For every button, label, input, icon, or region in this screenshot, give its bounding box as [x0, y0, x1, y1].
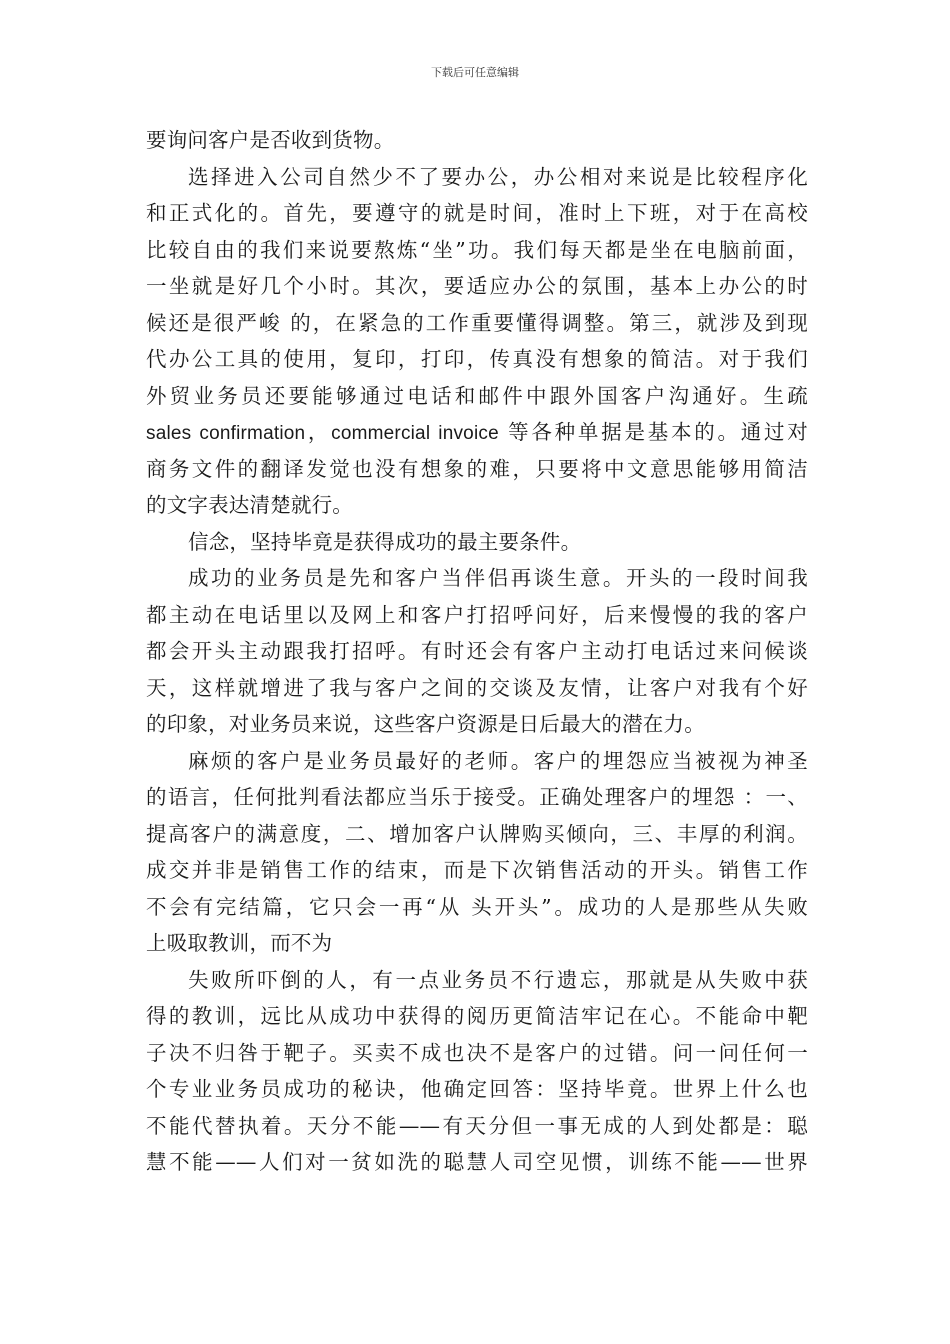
- text-line: 都会开头主动跟我打招呼。有时还会有客户主动打电话过来问候谈: [146, 639, 808, 663]
- text-line: 麻烦的客户是业务员最好的老师。客户的埋怨应当被视为神圣: [188, 748, 808, 773]
- text-line: 比较自由的我们来说要熬炼“坐”功。我们每天都是坐在电脑前面，: [146, 237, 808, 262]
- text-line: 一坐就是好几个小时。其次，要适应办公的氛围，基本上办公的时: [146, 274, 808, 298]
- text-line: 的印象，对业务员来说，这些客户资源是日后最大的潜在力。: [146, 712, 705, 736]
- text-line: 商务文件的翻译发觉也没有想象的难，只要将中文意思能够用简洁: [146, 456, 808, 481]
- text-line: 要询问客户是否收到货物。: [146, 128, 395, 152]
- text-line: 外贸业务员还要能够通过电话和邮件中跟外国客户沟通好。生疏: [146, 383, 808, 408]
- page-header: 下载后可任意编辑: [431, 66, 519, 79]
- text-line: 和正式化的。首先，要遵守的就是时间，准时上下班，对于在高校: [146, 201, 808, 225]
- text-line: 慧不能——人们对一贫如洗的聪慧人司空见惯，训练不能——世界: [146, 1150, 808, 1174]
- text-line: 得的教训，远比从成功中获得的阅历更简洁牢记在心。不能命中靶: [146, 1004, 808, 1028]
- text-line: 天，这样就增进了我与客户之间的交谈及友情，让客户对我有个好: [146, 675, 808, 700]
- latin-term: sales confirmation: [146, 423, 306, 444]
- punctuation: ，: [305, 420, 332, 444]
- text-line: 选择进入公司自然少不了要办公，办公相对来说是比较程序化: [188, 164, 808, 189]
- text-line: 的语言，任何批判看法都应当乐于接受。正确处理客户的埋怨 ：一、: [146, 785, 808, 809]
- text-line: 不能代替执着。天分不能——有天分但一事无成的人到处都是：聪: [146, 1113, 808, 1138]
- text-line: 失败所吓倒的人，有一点业务员不行遗忘，那就是从失败中获: [188, 967, 808, 992]
- document-body: [146, 122, 808, 1181]
- text-line: 子决不归咎于靶子。买卖不成也决不是客户的过错。问一问任何一: [146, 1040, 808, 1065]
- text-line: 候还是很严峻 的，在紧急的工作重要懂得调整。第三，就涉及到现: [146, 310, 808, 335]
- text-fragment: 等各种单据是基本的。通过对: [498, 420, 808, 444]
- latin-term: commercial invoice: [331, 423, 499, 444]
- text-line: 提高客户的满意度，二、增加客户认牌购买倾向，三、丰厚的利润。: [146, 821, 808, 846]
- text-line: 成功的业务员是先和客户当伴侣再谈生意。开头的一段时间我: [188, 566, 808, 590]
- text-line: 个专业业务员成功的秘诀，他确定回答：坚持毕竟。世界上什么也: [146, 1077, 808, 1101]
- text-line: 都主动在电话里以及网上和客户打招呼问好，后来慢慢的我的客户: [146, 602, 808, 627]
- text-line: 不会有完结篇，它只会一再“从 头开头”。成功的人是那些从失败: [146, 894, 808, 919]
- text-line: 成交并非是销售工作的结束，而是下次销售活动的开头。销售工作: [146, 858, 808, 882]
- text-line: 信念，坚持毕竟是获得成功的最主要条件。: [188, 529, 582, 554]
- text-line-mixed: [146, 414, 808, 451]
- text-line: 上吸取教训，而不为: [146, 931, 333, 955]
- text-line: 代办公工具的使用，复印，打印，传真没有想象的简洁。对于我们: [146, 347, 808, 371]
- text-line: 的文字表达清楚就行。: [146, 493, 353, 517]
